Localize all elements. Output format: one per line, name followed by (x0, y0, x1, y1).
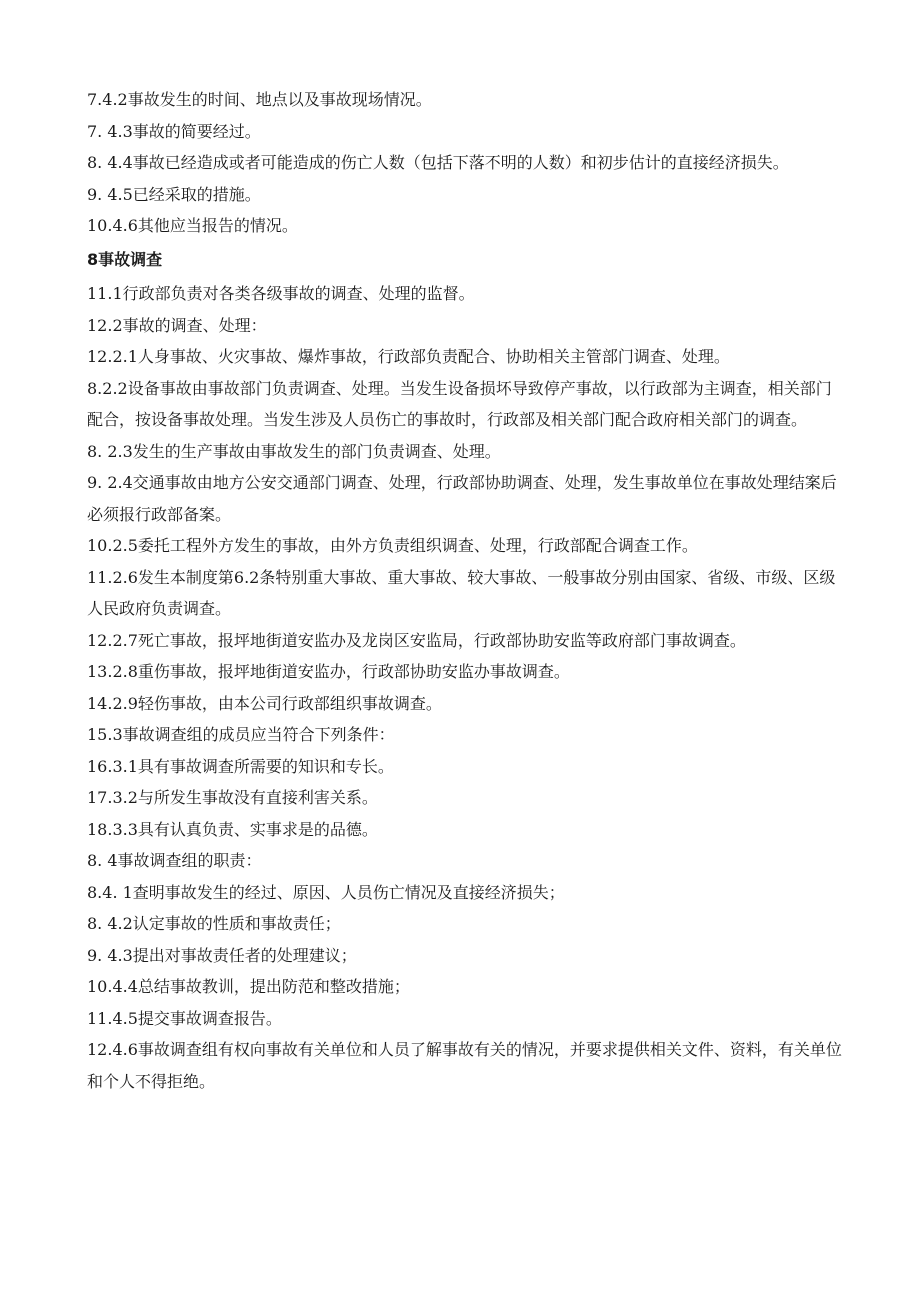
paragraph: 12.2.1人身事故、火灾事故、爆炸事故，行政部负责配合、协助相关主管部门调查、处理。 (87, 347, 730, 366)
section-heading: 8事故调查 (87, 249, 163, 269)
paragraph: 11.1行政部负责对各类各级事故的调查、处理的监督。 (87, 284, 475, 303)
paragraph: 11.2.6发生本制度第6.2条特别重大事故、重大事故、较大事故、一般事故分别由国家、省级、市级、区级人民政府负责调查。 (87, 567, 836, 618)
paragraph: 11.4.5提交事故调查报告。 (87, 1008, 282, 1028)
paragraph: 9. 2.4交通事故由地方公安交通部门调查、处理，行政部协助调查、处理，发生事故单位在事故处理结案后必须报行政部备案。 (87, 473, 837, 524)
paragraph: 7. 4.3事故的简要经过。 (87, 121, 261, 141)
paragraph: 12.2事故的调查、处理： (87, 315, 267, 335)
paragraph: 14.2.9轻伤事故，由本公司行政部组织事故调查。 (87, 693, 442, 713)
paragraph: 15.3事故调查组的成员应当符合下列条件： (87, 725, 395, 744)
paragraph: 9. 4.3提出对事故责任者的处理建议； (87, 945, 357, 965)
paragraph: 8. 4.4事故已经造成或者可能造成的伤亡人数（包括下落不明的人数）和初步估计的直接经济损失。 (87, 153, 789, 172)
paragraph: 17.3.2与所发生事故没有直接利害关系。 (87, 788, 378, 807)
paragraph: 10.4.6其他应当报告的情况。 (87, 216, 298, 235)
paragraph: 12.4.6事故调查组有权向事故有关单位和人员了解事故有关的情况，并要求提供相关文件、资料，有关单位和个人不得拒绝。 (87, 1040, 842, 1091)
paragraph: 8. 2.3发生的生产事故由事故发生的部门负责调查、处理。 (87, 441, 501, 461)
paragraph: 8.4. 1查明事故发生的经过、原因、人员伤亡情况及直接经济损失； (87, 882, 565, 902)
paragraph: 7.4.2事故发生的时间、地点以及事故现场情况。 (87, 90, 432, 109)
paragraph: 9. 4.5已经采取的措施。 (87, 184, 261, 204)
paragraph: 8.2.2设备事故由事故部门负责调查、处理。当发生设备损坏导致停产事故，以行政部为主调查，相关部门配合，按设备事故处理。当发生涉及人员伤亡的事故时，行政部及相关部门配合政府相关部门的调查。 (87, 378, 832, 429)
paragraph: 8. 4事故调查组的职责： (87, 851, 262, 870)
paragraph: 18.3.3具有认真负责、实事求是的品德。 (87, 819, 378, 839)
paragraph: 10.4.4总结事故教训，提出防范和整改措施； (87, 977, 410, 996)
paragraph: 10.2.5委托工程外方发生的事故，由外方负责组织调查、处理，行政部配合调查工作。 (87, 536, 698, 555)
paragraph: 8. 4.2认定事故的性质和事故责任； (87, 914, 341, 933)
paragraph: 13.2.8重伤事故，报坪地街道安监办，行政部协助安监办事故调查。 (87, 662, 570, 681)
document-page (87, 84, 847, 1097)
paragraph: 16.3.1具有事故调查所需要的知识和专长。 (87, 756, 394, 776)
paragraph: 12.2.7死亡事故，报坪地街道安监办及龙岗区安监局，行政部协助安监等政府部门事故调查。 (87, 630, 746, 650)
